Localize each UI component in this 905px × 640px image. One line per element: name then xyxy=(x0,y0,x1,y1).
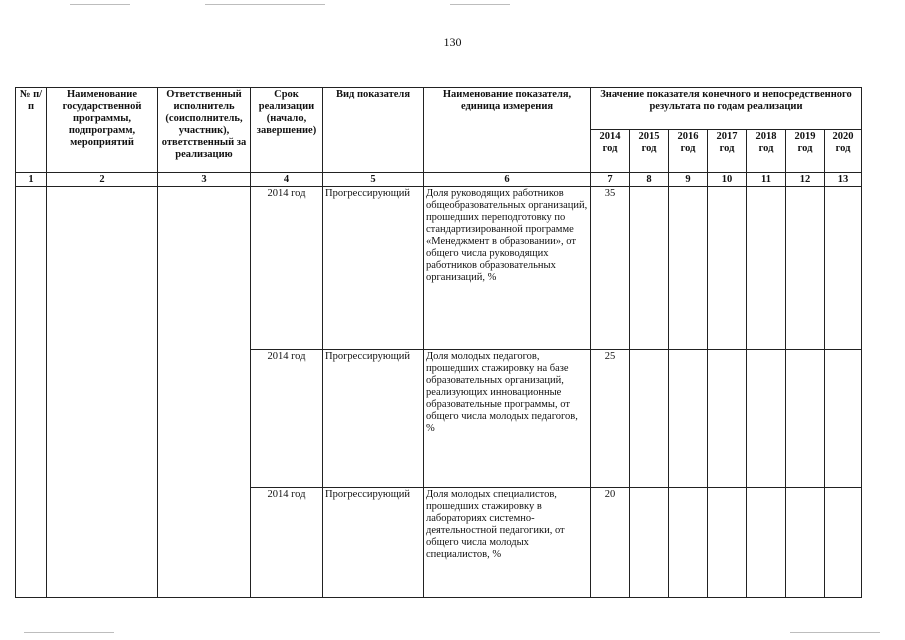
cell-value-2020 xyxy=(825,187,862,350)
cell-value-2020 xyxy=(825,488,862,598)
cell-indicator: Доля молодых специалистов, прошедших стажировку в лабораториях системно-деятельностной педагогики, от общего числа молодых специалистов, % xyxy=(424,488,591,598)
column-number: 11 xyxy=(747,173,786,187)
cell-value-2017 xyxy=(708,488,747,598)
header-year: 2020 год xyxy=(825,130,862,173)
cell-type: Прогрессирующий xyxy=(323,187,424,350)
header-year: 2016 год xyxy=(669,130,708,173)
column-number: 1 xyxy=(16,173,47,187)
cell-program xyxy=(47,187,158,598)
page-number: 130 xyxy=(443,35,462,49)
table-row xyxy=(16,187,862,350)
cell-term: 2014 год xyxy=(251,350,323,488)
cell-value-2018 xyxy=(747,187,786,350)
cell-term: 2014 год xyxy=(251,187,323,350)
cell-value-2018 xyxy=(747,488,786,598)
cell-value-2018 xyxy=(747,350,786,488)
header-col-type: Вид показателя xyxy=(323,88,424,173)
cell-type: Прогрессирующий xyxy=(323,350,424,488)
cell-value-2017 xyxy=(708,187,747,350)
cell-value-2015 xyxy=(630,187,669,350)
scan-artifact-line xyxy=(70,4,130,5)
column-numbers-row xyxy=(16,173,862,187)
column-number: 12 xyxy=(786,173,825,187)
cell-indicator: Доля молодых педагогов, прошедших стажировку на базе образовательных организаций, реализующих инновационные образовательные программы, от общего числа молодых педагогов, % xyxy=(424,350,591,488)
cell-value-2014: 20 xyxy=(591,488,630,598)
cell-term: 2014 год xyxy=(251,488,323,598)
cell-type: Прогрессирующий xyxy=(323,488,424,598)
cell-value-2016 xyxy=(669,187,708,350)
column-number: 2 xyxy=(47,173,158,187)
scan-artifact-line xyxy=(24,632,114,633)
cell-value-2020 xyxy=(825,350,862,488)
cell-value-2017 xyxy=(708,350,747,488)
header-col-responsible: Ответственный исполнитель (соисполнитель, участник), ответственный за реализацию xyxy=(158,88,251,173)
header-year: 2014 год xyxy=(591,130,630,173)
column-number: 4 xyxy=(251,173,323,187)
header-col-indicator: Наименование показателя, единица измерения xyxy=(424,88,591,173)
header-year: 2015 год xyxy=(630,130,669,173)
cell-indicator: Доля руководящих работников общеобразовательных организаций, прошедших переподготовку по стандартизированной программе «Менеджмент в образовании», от общего числа руководящих работников образовательных организаций, % xyxy=(424,187,591,350)
cell-value-2014: 35 xyxy=(591,187,630,350)
cell-value-2019 xyxy=(786,187,825,350)
column-number: 7 xyxy=(591,173,630,187)
cell-value-2015 xyxy=(630,350,669,488)
scan-artifact-line xyxy=(450,4,510,5)
cell-number xyxy=(16,187,47,598)
column-number: 10 xyxy=(708,173,747,187)
column-number: 8 xyxy=(630,173,669,187)
header-year: 2017 год xyxy=(708,130,747,173)
cell-value-2016 xyxy=(669,350,708,488)
header-col-number: № п/п xyxy=(16,88,47,173)
header-values-group: Значение показателя конечного и непосредственного результата по годам реализации xyxy=(591,88,862,130)
column-number: 5 xyxy=(323,173,424,187)
cell-value-2014: 25 xyxy=(591,350,630,488)
cell-value-2019 xyxy=(786,350,825,488)
cell-value-2016 xyxy=(669,488,708,598)
scan-artifact-line xyxy=(205,4,325,5)
column-number: 13 xyxy=(825,173,862,187)
header-year: 2018 год xyxy=(747,130,786,173)
cell-responsible xyxy=(158,187,251,598)
cell-value-2015 xyxy=(630,488,669,598)
indicators-table xyxy=(15,87,862,598)
column-number: 6 xyxy=(424,173,591,187)
header-col-program: Наименование государственной программы, подпрограмм, мероприятий xyxy=(47,88,158,173)
header-col-term: Срок реализации (начало, завершение) xyxy=(251,88,323,173)
scan-artifact-line xyxy=(790,632,880,633)
column-number: 9 xyxy=(669,173,708,187)
cell-value-2019 xyxy=(786,488,825,598)
column-number: 3 xyxy=(158,173,251,187)
header-row xyxy=(16,88,862,130)
header-year: 2019 год xyxy=(786,130,825,173)
